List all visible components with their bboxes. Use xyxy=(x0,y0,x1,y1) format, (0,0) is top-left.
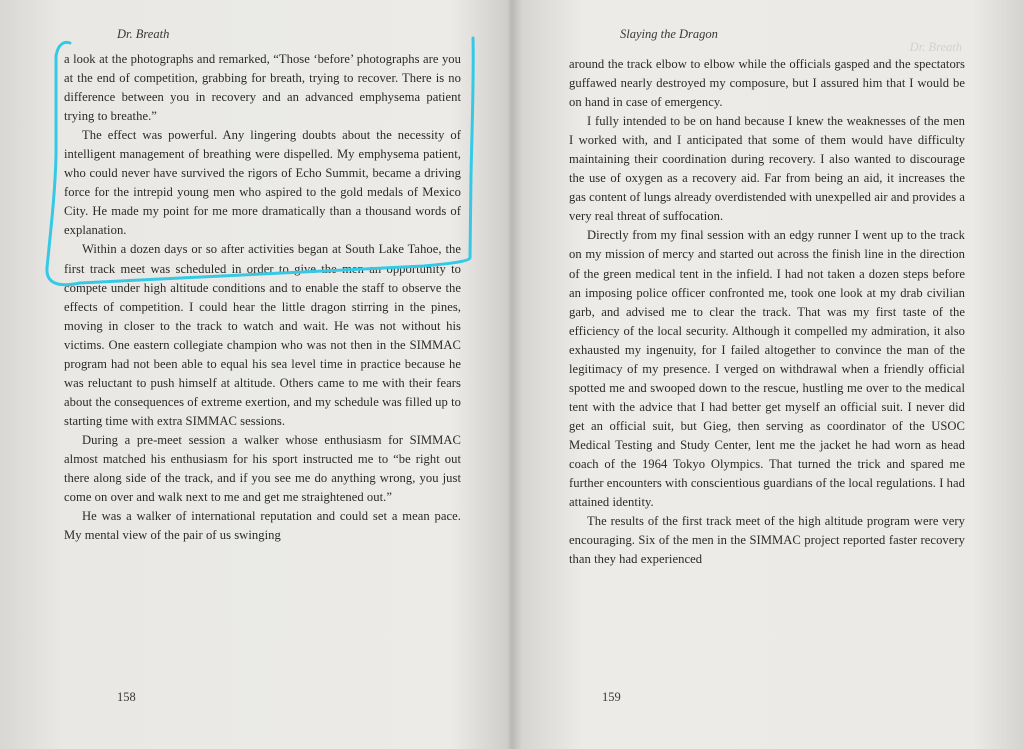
right-page-text xyxy=(569,55,965,569)
right-page xyxy=(510,0,1024,749)
left-page-number: 158 xyxy=(117,690,136,704)
paragraph: Within a dozen days or so after activities began at South Lake Tahoe, the first track meet was scheduled in order to give the men an opportunity to compete under high altitude conditions and to enable the staff to observe the effects of competition. I could hear the little dragon stirring in the pines, moving in closer to the track to watch and wait. He was not without his victims. One eastern collegiate champion who was not then in the SIMMAC program had not been able to equal his sea level time in practice because he was reluctant to push himself at altitude. Others came to me with their fears about the consequences of extreme exertion, and my schedule was filled up to starting time with extra SIMMAC sessions. xyxy=(64,242,461,428)
paragraph: During a pre-meet session a walker whose enthusiasm for SIMMAC almost matched his enthusiasm for his sport instructed me to “be right out there along side of the track, and if you see me do anything wrong, you just come on over and walk next to me and get me straightened out.” xyxy=(64,432,461,505)
paragraph: I fully intended to be on hand because I knew the weaknesses of the men I worked with, and I anticipated that some of them would have difficulty maintaining their coordination during recovery. I also wanted to discourage the use of oxygen as a recovery aid. Far from being an aid, it increases the gas content of lungs already overdistended with unexpelled air and provides a very real threat of suffocation. xyxy=(569,114,965,224)
paragraph: The effect was powerful. Any lingering doubts about the necessity of intelligent management of breathing were dispelled. My emphysema patient, who could never have survived the rigors of Echo Summit, became a driving force for the intrepid young men who aspired to the gold medals of Mexico City. He made my point for me more dramatically than a thousand words of explanation. xyxy=(64,128,461,238)
paragraph: Directly from my final session with an edgy runner I went up to the track on my mission of mercy and started out across the finish line in the direction of the green medical tent in the infield. I had not taken a dozen steps before an imposing police officer confronted me, took one look at my drab civilian garb, and advised me to clear the track. That was my first taste of the efficiency of the local security. Although it compelled my admiration, it also exhausted my ingenuity, for I failed altogether to convince the man of the legitimacy of my presence. I verged on withdrawal when a friendly official spotted me and swooped down to the rescue, hustling me over to the medical tent with the advice that I had better get myself an official suit. I never did get an official suit, but Gieg, then serving as coordinator of the USOC Medical Testing and Study Center, lent me the jacket he had worn as head coach of the 1964 Tokyo Olympics. That turned the trick and spared me further encounters with conscientious guardians of the local regulations. I had attained identity. xyxy=(569,228,965,510)
show-through-text: Dr. Breath xyxy=(909,40,962,54)
paragraph: a look at the photographs and remarked, “Those ‘before’ photographs are you at the end of competition, grabbing for breath, trying to recover. There is no difference between you in recovery and an advanced emphysema patient trying to breathe.” xyxy=(64,52,461,124)
paragraph: The results of the first track meet of the high altitude program were very encouraging. Six of the men in the SIMMAC project reported faster recovery than they had experienced xyxy=(569,514,965,567)
left-page xyxy=(0,0,508,749)
right-page-number: 159 xyxy=(602,690,621,704)
left-running-head: Dr. Breath xyxy=(117,27,170,41)
right-running-head: Slaying the Dragon xyxy=(620,27,718,41)
paragraph: around the track elbow to elbow while the officials gasped and the spectators guffawed nearly destroyed my composure, but I assured him that I would be on hand in case of emergency. xyxy=(569,57,965,110)
left-page-text xyxy=(64,50,461,545)
paragraph: He was a walker of international reputation and could set a mean pace. My mental view of the pair of us swinging xyxy=(64,509,461,543)
